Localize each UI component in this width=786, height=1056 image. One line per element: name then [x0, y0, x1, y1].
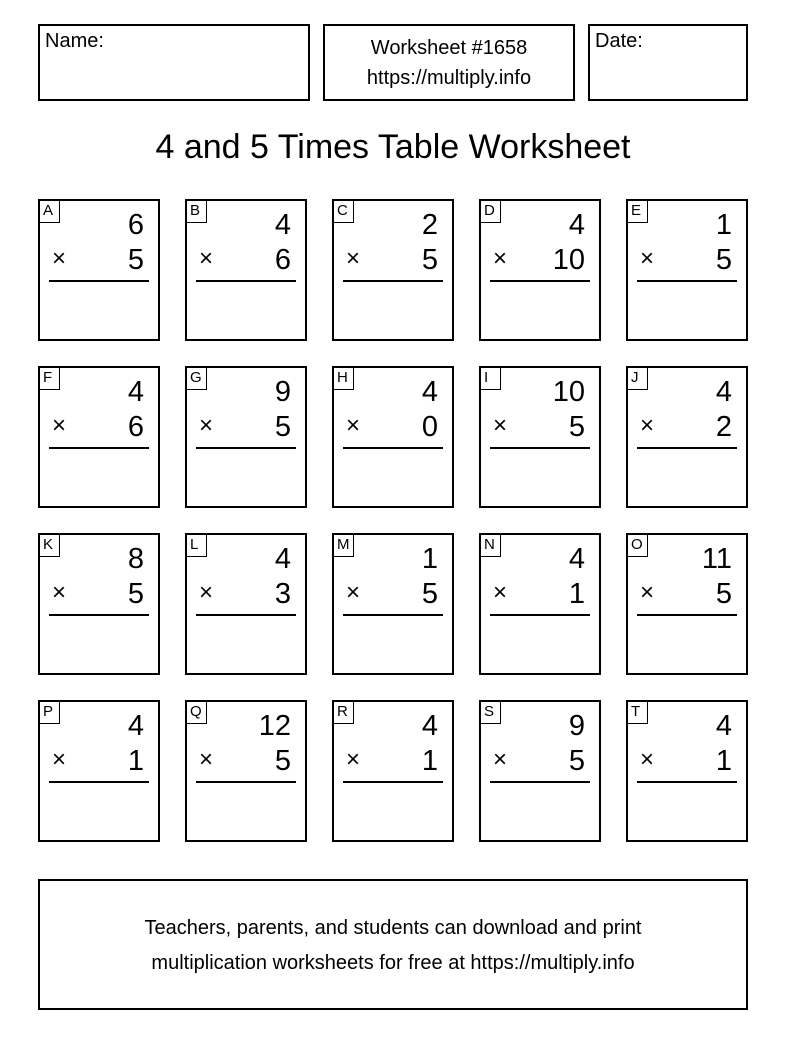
problem-letter: O	[628, 535, 648, 557]
problem-card[interactable]	[479, 366, 601, 508]
multiplicand: 12	[258, 710, 291, 742]
multiplicand: 4	[274, 209, 291, 241]
answer-line	[343, 280, 443, 282]
problem-card[interactable]	[332, 199, 454, 341]
problem-card[interactable]	[38, 700, 160, 842]
problem-letter: J	[628, 368, 648, 390]
answer-line	[637, 614, 737, 616]
answer-line	[343, 781, 443, 783]
problem-card[interactable]	[38, 366, 160, 508]
times-icon: ×	[346, 412, 361, 439]
multiplicand: 4	[127, 710, 144, 742]
multiplicand: 4	[274, 543, 291, 575]
times-icon: ×	[493, 579, 508, 606]
multiplier: 5	[715, 244, 732, 276]
problem-letter: K	[40, 535, 60, 557]
multiplicand: 8	[127, 543, 144, 575]
problem-letter: T	[628, 702, 648, 724]
multiplier: 10	[552, 244, 585, 276]
multiplier: 6	[274, 244, 291, 276]
date-label: Date:	[595, 30, 643, 52]
times-icon: ×	[199, 579, 214, 606]
multiplier: 2	[715, 411, 732, 443]
multiplier: 5	[568, 411, 585, 443]
answer-line	[490, 447, 590, 449]
name-label: Name:	[45, 30, 104, 52]
times-icon: ×	[640, 579, 655, 606]
multiplier: 5	[274, 411, 291, 443]
answer-line	[196, 447, 296, 449]
times-icon: ×	[199, 746, 214, 773]
answer-line	[637, 781, 737, 783]
times-icon: ×	[52, 412, 67, 439]
answer-line	[49, 447, 149, 449]
times-icon: ×	[640, 746, 655, 773]
problem-letter: N	[481, 535, 501, 557]
multiplier: 5	[127, 578, 144, 610]
answer-line	[343, 614, 443, 616]
times-icon: ×	[493, 412, 508, 439]
multiplicand: 10	[552, 376, 585, 408]
times-icon: ×	[493, 746, 508, 773]
multiplier: 5	[568, 745, 585, 777]
multiplier: 1	[715, 745, 732, 777]
answer-line	[196, 280, 296, 282]
problem-letter: H	[334, 368, 354, 390]
worksheet-number: Worksheet #1658	[370, 37, 528, 59]
problem-card[interactable]	[626, 700, 748, 842]
problem-card[interactable]	[38, 199, 160, 341]
times-icon: ×	[52, 746, 67, 773]
problem-letter: C	[334, 201, 354, 223]
problem-card[interactable]	[332, 533, 454, 675]
problem-card[interactable]	[38, 533, 160, 675]
multiplicand: 4	[568, 209, 585, 241]
problem-letter: P	[40, 702, 60, 724]
problem-card[interactable]	[479, 199, 601, 341]
footer-line-1: Teachers, parents, and students can download and print	[144, 917, 642, 939]
problem-letter: G	[187, 368, 207, 390]
multiplicand: 2	[421, 209, 438, 241]
multiplicand: 4	[568, 543, 585, 575]
multiplicand: 9	[274, 376, 291, 408]
answer-line	[49, 781, 149, 783]
page-title: 4 and 5 Times Table Worksheet	[155, 128, 631, 166]
worksheet-info-box	[323, 24, 575, 101]
problem-card[interactable]	[626, 199, 748, 341]
multiplicand: 4	[421, 710, 438, 742]
multiplicand: 4	[715, 376, 732, 408]
multiplicand: 6	[127, 209, 144, 241]
multiplier: 3	[274, 578, 291, 610]
problem-card[interactable]	[479, 533, 601, 675]
answer-line	[490, 781, 590, 783]
problem-letter: D	[481, 201, 501, 223]
problem-card[interactable]	[185, 366, 307, 508]
worksheet-url: https://multiply.info	[366, 67, 532, 89]
multiplicand: 4	[127, 376, 144, 408]
multiplicand: 4	[421, 376, 438, 408]
multiplier: 5	[421, 578, 438, 610]
problem-card[interactable]	[185, 199, 307, 341]
answer-line	[196, 614, 296, 616]
problem-card[interactable]	[626, 533, 748, 675]
problem-card[interactable]	[185, 700, 307, 842]
answer-line	[637, 447, 737, 449]
problem-letter: M	[334, 535, 354, 557]
problem-card[interactable]	[185, 533, 307, 675]
times-icon: ×	[52, 245, 67, 272]
answer-line	[490, 614, 590, 616]
times-icon: ×	[199, 412, 214, 439]
name-field-box[interactable]	[38, 24, 310, 101]
multiplier: 1	[421, 745, 438, 777]
multiplicand: 4	[715, 710, 732, 742]
answer-line	[343, 447, 443, 449]
multiplicand: 1	[421, 543, 438, 575]
problem-letter: F	[40, 368, 60, 390]
multiplier: 5	[127, 244, 144, 276]
answer-line	[49, 614, 149, 616]
problem-card[interactable]	[479, 700, 601, 842]
times-icon: ×	[640, 245, 655, 272]
multiplicand: 11	[701, 543, 732, 575]
problem-card[interactable]	[332, 366, 454, 508]
multiplier: 5	[715, 578, 732, 610]
times-icon: ×	[199, 245, 214, 272]
footer-box	[38, 879, 748, 1010]
problem-card[interactable]	[626, 366, 748, 508]
times-icon: ×	[52, 579, 67, 606]
date-field-box[interactable]	[588, 24, 748, 101]
problem-letter: I	[481, 368, 501, 390]
problem-letter: L	[187, 535, 207, 557]
problem-letter: A	[40, 201, 60, 223]
problem-letter: E	[628, 201, 648, 223]
footer-line-2: multiplication worksheets for free at https://multiply.info	[151, 952, 635, 974]
times-icon: ×	[346, 245, 361, 272]
times-icon: ×	[640, 412, 655, 439]
multiplier: 5	[274, 745, 291, 777]
multiplier: 6	[127, 411, 144, 443]
answer-line	[196, 781, 296, 783]
answer-line	[637, 280, 737, 282]
times-icon: ×	[493, 245, 508, 272]
problem-letter: Q	[187, 702, 207, 724]
problem-letter: R	[334, 702, 354, 724]
times-icon: ×	[346, 746, 361, 773]
answer-line	[49, 280, 149, 282]
problem-letter: B	[187, 201, 207, 223]
multiplicand: 9	[568, 710, 585, 742]
multiplier: 0	[421, 411, 438, 443]
problem-card[interactable]	[332, 700, 454, 842]
answer-line	[490, 280, 590, 282]
multiplicand: 1	[715, 209, 732, 241]
problem-letter: S	[481, 702, 501, 724]
multiplier: 1	[127, 745, 144, 777]
multiplier: 1	[568, 578, 585, 610]
multiplier: 5	[421, 244, 438, 276]
times-icon: ×	[346, 579, 361, 606]
